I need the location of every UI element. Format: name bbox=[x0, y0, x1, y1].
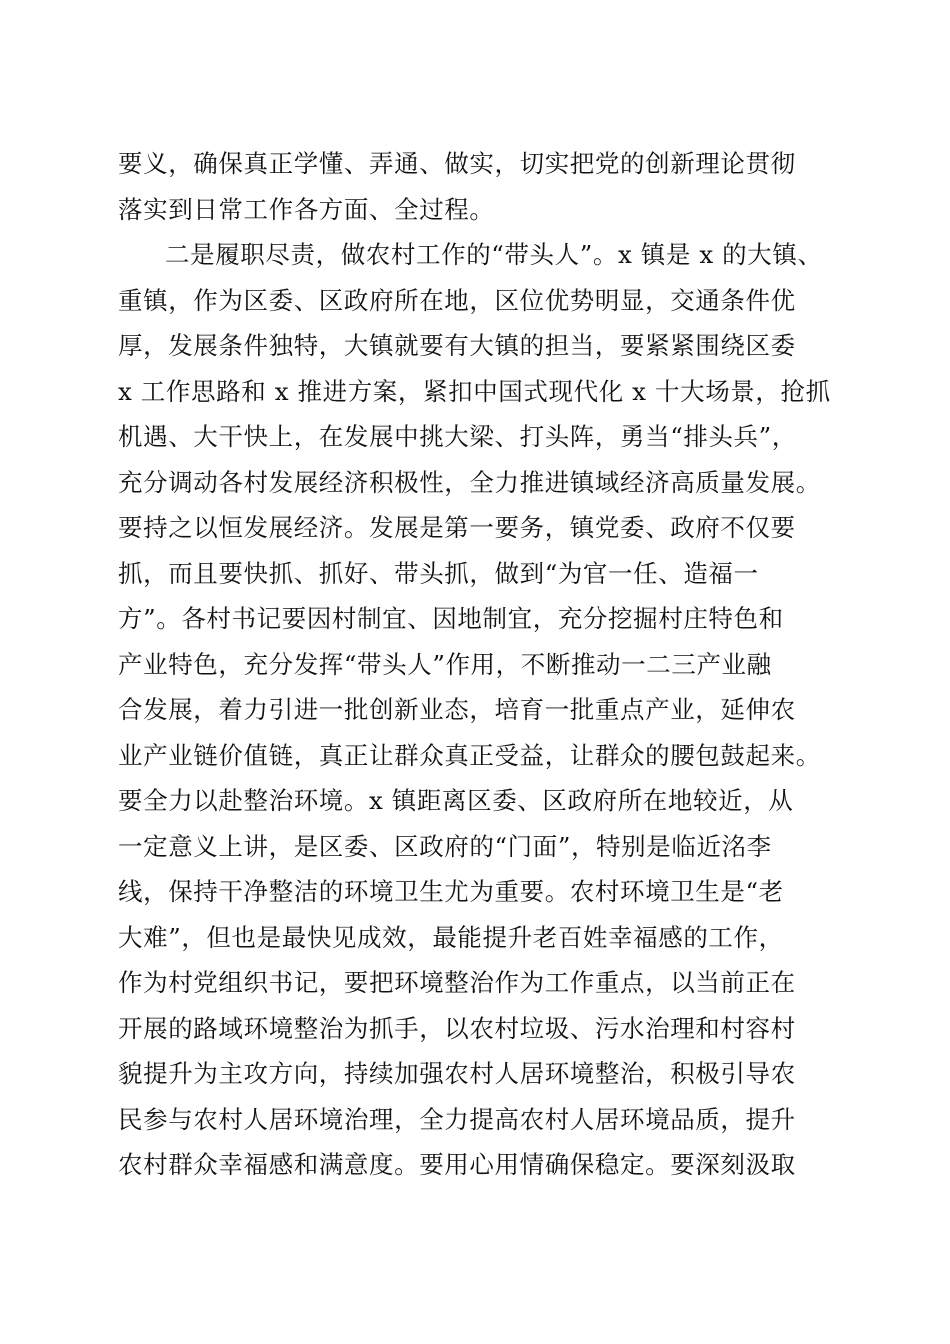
text-line: 落实到日常工作各方面、全过程。 bbox=[118, 194, 495, 224]
document-body bbox=[118, 141, 838, 1188]
text-line: 要持之以恒发展经济。发展是第一要务，镇党委、政府不仅要 bbox=[118, 513, 796, 542]
text-line: 线，保持干净整洁的环境卫生尤为重要。农村环境卫生是“老 bbox=[118, 877, 784, 906]
text-line: 充分调动各村发展经济积极性，全力推进镇域经济高质量发展。 bbox=[118, 467, 821, 497]
text-line: 要全力以赴整治环境。x 镇距离区委、区政府所在地较近，从 bbox=[118, 786, 794, 815]
text-line: 要义，确保真正学懂、弄通、做实，切实把党的创新理论贯彻 bbox=[118, 149, 796, 178]
text-line: 开展的路域环境整治为抓手，以农村垃圾、污水治理和村容村 bbox=[118, 1013, 796, 1043]
text-line: 业产业链价值链，真正让群众真正受益，让群众的腰包鼓起来。 bbox=[118, 740, 821, 770]
text-line: 机遇、大干快上，在发展中挑大梁、打头阵，勇当“排头兵”， bbox=[118, 422, 797, 451]
text-line: 农村群众幸福感和满意度。要用心用情确保稳定。要深刻汲取 bbox=[118, 1150, 796, 1179]
text-line: 重镇，作为区委、区政府所在地，区位优势明显，交通条件优 bbox=[118, 285, 796, 315]
text-line: 貌提升为主攻方向，持续加强农村人居环境整治，积极引导农 bbox=[118, 1059, 796, 1088]
text-line: 作为村党组织书记，要把环境整治作为工作重点，以当前正在 bbox=[118, 968, 796, 997]
paragraph-start-line: 二是履职尽责，做农村工作的“带头人”。x 镇是 x 的大镇、 bbox=[165, 240, 823, 269]
text-line: 民参与农村人居环境治理，全力提高农村人居环境品质，提升 bbox=[118, 1104, 796, 1134]
text-line: 产业特色，充分发挥“带头人”作用，不断推动一二三产业融 bbox=[118, 649, 772, 679]
text-line: 合发展，着力引进一批创新业态，培育一批重点产业，延伸农 bbox=[118, 695, 796, 724]
text-line: x 工作思路和 x 推进方案，紧扣中国式现代化 x 十大场景，抢抓 bbox=[118, 376, 831, 406]
text-line: 厚，发展条件独特，大镇就要有大镇的担当，要紧紧围绕区委 bbox=[118, 331, 796, 360]
text-line: 抓，而且要快抓、抓好、带头抓，做到“为官一任、造福一 bbox=[118, 558, 759, 588]
text-line: 方”。各村书记要因村制宜、因地制宜，充分挖掘村庄特色和 bbox=[118, 604, 784, 633]
text-line: 一定意义上讲，是区委、区政府的“门面”，特别是临近洺李 bbox=[118, 831, 772, 861]
text-line: 大难”，但也是最快见成效，最能提升老百姓幸福感的工作， bbox=[118, 922, 784, 952]
